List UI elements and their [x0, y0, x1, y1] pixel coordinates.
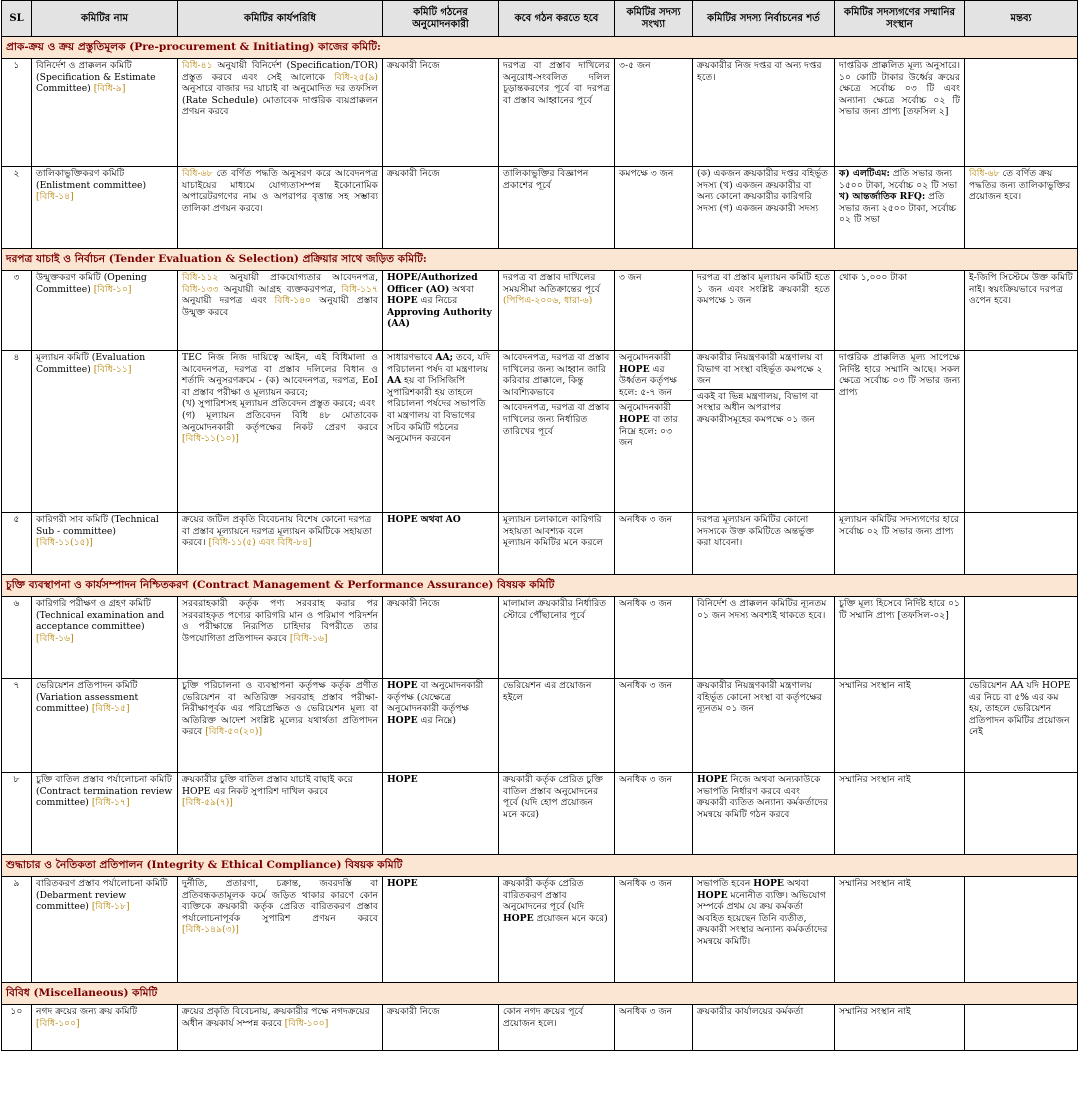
row-sl: ৪ [2, 351, 32, 513]
committee-name: কারিগরী সাব কমিটি (Technical Sub - committee) [36, 514, 159, 537]
row-sl: ১ [2, 59, 32, 167]
row-members: অনধিক ৩ জন [615, 1005, 693, 1051]
committee-name: চুক্তি বাতিল প্রস্তাব পর্যালোচনা কমিটি (Contract termination review committee) [36, 774, 173, 809]
conditions-text: একই বা ভিন্ন মন্ত্রণালয়, বিভাগ বা সংস্থার অধীন অপরাপর ক্রয়কারীসমূহের কমপক্ষে ০১ জন [693, 389, 834, 426]
row-sl: ৯ [2, 877, 32, 983]
row-scope [178, 167, 383, 249]
approver-text: হয় বা সিসিজিপি সুপারিশকারী হয় তাহলে পরিচালনা পর্ষদের সভাপতি বা মন্ত্রণালয় বা বিভাগের সচিব কমিটি গঠনের অনুমোদন করবেন [387, 375, 486, 445]
conditions-text: ক্রয়কারীর নিয়ন্ত্রণকারী মন্ত্রণালয় বা বিভাগ বা সংস্থা বহির্ভূত কমপক্ষে ২ জন [697, 352, 823, 387]
header-when: কবে গঠন করতে হবে [499, 1, 615, 37]
row-approver: HOPE অথবা AO [383, 513, 499, 575]
row-approver: HOPE [383, 773, 499, 855]
scope-text: (খ) সুপারিশসহ মূল্যায়ন প্রতিবেদন প্রস্তুত করবে; এবং [182, 398, 376, 410]
row-conditions: দরপত্র মূল্যায়ন কমিটির কোনো সদস্যকে উক্ত কমিটিতে অন্তর্ভুক্ত করা যাবেনা। [693, 513, 835, 575]
row-approver [383, 271, 499, 351]
row-scope [178, 513, 383, 575]
header-scope: কমিটির কার্যপরিধি [178, 1, 383, 37]
row-honorarium: সম্মানির সংস্থান নাই [835, 773, 965, 855]
rule-reference: [বিধি-১৭] [91, 797, 130, 809]
row-when: ক্রয়কারী কর্তৃক প্রেরিত চুক্তি বাতিল প্রস্তাব অনুমোদনের পূর্বে (যদি হোপ প্রয়োজন মনে করে) [499, 773, 615, 855]
honorarium-text: প্রতি সভার জন্য ২৫০০ টাকা, সর্বোচ্চ ০২ টি সভা [839, 191, 957, 226]
rule-reference: [বিধি-১৬] [36, 632, 74, 644]
row-name [32, 351, 178, 513]
row-remarks [965, 1005, 1078, 1051]
committee-name: তালিকাভুক্তিকরণ কমিটি (Enlistment committee) [36, 168, 147, 191]
table-row [2, 351, 1078, 513]
approver-text: AA; [435, 352, 454, 363]
rule-reference: [বিধি-১৮] [91, 901, 130, 913]
rule-reference: [বিধি-১৪] [36, 191, 74, 203]
row-conditions: (ক) একজন ক্রয়কারীর দপ্তর বহির্ভূত সদস্য (খ) একজন ক্রয়কারীর বা অন্য কোনো ক্রয়কারীর কারিগরি সদস্য (গ) একজন ক্রয়কারী সদস্য [693, 167, 835, 249]
committee-name: ভেরিয়েশন প্রতিপাদন কমিটি (Variation assessment committee) [36, 680, 139, 715]
row-remarks [965, 773, 1078, 855]
conditions-text: মনোনীত ব্যক্তি। অভিযোগ সম্পর্কে প্রথম যে ক্রয় কর্মকর্তা অবহিত হয়েছেন তিনি ব্যতীত, ক্রয়কারী সংস্থার অন্যান্য কর্মকর্তাদের সমন্বয়ে কমিটি। [697, 889, 828, 947]
honorarium-label: খ) আন্তর্জাতিক RFQ: [839, 191, 926, 203]
committee-name: নগদ ক্রয়ের জন্য ক্রয় কমিটি [36, 1006, 138, 1017]
row-honorarium: সম্মানির সংস্থান নাই [835, 1005, 965, 1051]
approver-text: AA [387, 375, 402, 387]
section-title: শুদ্ধাচার ও নৈতিকতা প্রতিপালন (Integrity & Ethical Compliance) বিষয়ক কমিটি [2, 855, 1078, 877]
row-when: ভেরিয়েশন এর প্রয়োজন হইলে [499, 679, 615, 773]
committee-table [1, 0, 1078, 1051]
approver-text: এর নিচের [417, 295, 458, 307]
row-name [32, 271, 178, 351]
row-when [499, 351, 615, 513]
rule-reference: [বিধি-৯] [93, 83, 126, 95]
section-row-miscellaneous [2, 983, 1078, 1005]
row-remarks [965, 877, 1078, 983]
approver-text: সাধারণভাবে [387, 352, 436, 363]
row-conditions [693, 351, 835, 513]
section-row-integrity [2, 855, 1078, 877]
approver-text: HOPE/Authorized Officer (AO) [387, 272, 478, 295]
members-text: বা তার নিম্নে হলে: ০৩ জন [619, 413, 678, 449]
row-sl: ৮ [2, 773, 32, 855]
row-remarks: ই-জিপি সিস্টেমে উক্ত কমিটি নাই। স্বয়ংক্রিয়ভাবে দরপত্র ওপেন হবে। [965, 271, 1078, 351]
section-title: চুক্তি ব্যবস্থাপনা ও কার্যসম্পাদন নিশ্চিতকরণ (Contract Management & Performance Assurance) বিষয়ক কমিটি [2, 575, 1078, 597]
row-honorarium: সম্মানির সংস্থান নাই [835, 679, 965, 773]
rule-reference: বিধি-১১৭ [341, 283, 378, 295]
row-approver: ক্রয়কারী নিজে [383, 1005, 499, 1051]
row-honorarium: থোক ১,০০০ টাকা [835, 271, 965, 351]
row-scope [178, 271, 383, 351]
rule-reference: [বিধি-১৫] [91, 703, 130, 715]
table-row [2, 773, 1078, 855]
conditions-text: অথবা [783, 878, 809, 889]
rule-reference: [বিধি-১১(১৫)] [36, 537, 93, 549]
rule-reference: [বিধি-১১(৫) এবং বিধি-৮৪] [208, 537, 312, 549]
row-sl: ৫ [2, 513, 32, 575]
row-honorarium: দাপ্তরিক প্রাক্কলিত মূল্য অনুসারে। ১০ কোটি টাকার উর্ধ্বের ক্রয়ের ক্ষেত্রে সর্বোচ্চ ০৩ টি এবং অন্যান্য ক্ষেত্রে সর্বোচ্চ ০২ টি সভার জন্য প্রাপ্য [তফসিল ২] [835, 59, 965, 167]
row-members: অনধিক ৩ জন [615, 597, 693, 679]
row-conditions [693, 877, 835, 983]
row-when: মালামাল ক্রয়কারীর নির্ধারিত স্টোরে পৌঁছানোর পূর্বে [499, 597, 615, 679]
rule-reference: বিধি-১৪০ [274, 295, 312, 307]
table-row [2, 167, 1078, 249]
scope-text: দুর্নীতি, প্রতারণা, চক্রান্ত, জবরদস্তি বা প্রতিবন্ধকতামূলক কর্মে জড়িত থাকার কারণে কোন ব্যক্তিকে ক্রয়কারী কর্তৃক প্রেরিত বারিতকরণ প্রস্তাব পর্যালোচনাপূর্বক সুপারিশ প্রণয়ন করবে [182, 878, 378, 924]
row-honorarium: দাপ্তরিক প্রাক্কলিত মূল্য সাপেক্ষে নির্দিষ্ট হারে সম্মানি আছে। সকল ক্ষেত্রে সর্বোচ্চ ০৩ টি সভার জন্য প্রাপ্য [835, 351, 965, 513]
row-scope [178, 1005, 383, 1051]
table-header-row [2, 1, 1078, 37]
scope-text: অনুযায়ী দরপত্র এবং [182, 295, 275, 307]
row-honorarium: চুক্তি মূল্য হিসেবে নির্দিষ্ট হারে ০১ টি সম্মানি প্রাপ্য [তফসিল-০২] [835, 597, 965, 679]
scope-text: অনুযায়ী বিনির্দেশ (Specification/TOR) প্রস্তুত করবে এবং সেই আলোকে [182, 60, 378, 83]
approver-text: HOPE [387, 714, 418, 726]
rule-reference: [বিধি-১০০] [36, 1017, 80, 1029]
table-row [2, 877, 1078, 983]
section-row-evaluation [2, 249, 1078, 271]
rule-reference: [বিধি-১১] [93, 363, 132, 375]
rule-reference: বিধি-১১২ [182, 272, 219, 283]
header-remarks: মন্তব্য [965, 1, 1078, 37]
when-text: HOPE [503, 912, 534, 924]
rule-reference: [বিধি-১৬] [289, 632, 328, 644]
committee-name: কারিগরি পরীক্ষণ ও গ্রহণ কমিটি (Technical examination and acceptance committee) [36, 598, 165, 633]
committee-name: উন্মুক্তকরণ কমিটি (Opening Committee) [36, 272, 147, 295]
section-title: বিবিধ (Miscellaneous) কমিটি [2, 983, 1078, 1005]
row-members: অনধিক ৩ জন [615, 513, 693, 575]
section-title: দরপত্র যাচাই ও নির্বাচন (Tender Evaluation & Selection) প্রক্রিয়ার সাথে জড়িত কমিটি: [2, 249, 1078, 271]
row-remarks: ভেরিয়েশন AA যদি HOPE এর নিচে বা ৫% এর কম হয়, তাহলে ভেরিয়েশন প্রতিপাদন কমিটির প্রয়োজন নেই [965, 679, 1078, 773]
header-members: কমিটির সদস্য সংখ্যা [615, 1, 693, 37]
row-scope [178, 351, 383, 513]
rule-reference: বিধি-৪১ [182, 60, 213, 71]
table-row [2, 679, 1078, 773]
row-members: অনধিক ৩ জন [615, 877, 693, 983]
conditions-text: HOPE [697, 774, 728, 785]
row-sl: ১০ [2, 1005, 32, 1051]
row-honorarium [835, 167, 965, 249]
scope-text: (গ) মূল্যায়ন প্রতিবেদন বিধি ৪৮ মোতাবেক অনুমোদনকারী কর্তৃপক্ষের নিকট প্রেরণ করবে [182, 409, 378, 433]
scope-text: অনুযায়ী প্রাকযোগ্যতার আবেদনপত্র, [218, 272, 378, 283]
approver-text: এর নিম্নে) [417, 714, 456, 726]
row-conditions: ক্রয়কারীর নিয়ন্ত্রণকারী মন্ত্রণালয় বহির্ভূত কোনো সংস্থা বা কর্তৃপক্ষের ন্যূনতম ০১ জন [693, 679, 835, 773]
row-name [32, 1005, 178, 1051]
row-remarks [965, 597, 1078, 679]
when-text: দরপত্র বা প্রস্তাব দাখিলের সময়সীমা অতিক্রান্তের পূর্বে [503, 272, 600, 295]
table-row [2, 59, 1078, 167]
row-name [32, 513, 178, 575]
row-conditions: ক্রয়কারীর নিজ দপ্তর বা অন্য দপ্তর হতে। [693, 59, 835, 167]
rule-reference: (পিপিএ-২০০৬, ধারা-৬) [503, 295, 593, 307]
approver-text: Approving Authority (AA) [387, 306, 492, 330]
when-text: প্রয়োজন মনে করে) [533, 912, 608, 924]
row-members: কমপক্ষে ৩ জন [615, 167, 693, 249]
row-name [32, 167, 178, 249]
committee-name: বারিতকরণ প্রস্তাব পর্যালোচনা কমিটি (Debarment review committee) [36, 878, 168, 913]
row-remarks [965, 351, 1078, 513]
members-text: এর উর্ধ্বতন কর্তৃপক্ষ হলে: ৫-৭ জন [619, 363, 677, 398]
row-approver [383, 351, 499, 513]
scope-text: ক্রয়ের জটিল প্রকৃতি বিবেচনায় বিশেষ কোনো দরপত্র বা প্রস্তাব মূল্যায়নে দরপত্র মূল্যায়ন কমিটিকে সহায়তা করবে। [182, 514, 372, 549]
committee-name: বিনির্দেশ ও প্রাক্কলন কমিটি (Specification & Estimate Committee) [36, 60, 156, 95]
scope-text: ক্রয়কারীর চুক্তি বাতিল প্রস্তাব যাচাই বাছাই করে HOPE এর নিকট সুপারিশ দাখিল করবে [182, 774, 353, 797]
scope-text: অনুসারে বাজার দর যাচাই বা অনুমোদিত দর তফসিল (Rate Schedule) মোতাবেক দাপ্তরিক ব্যয়প্রাক্কলন প্রণয়ন করবে [182, 83, 378, 118]
scope-text: সরবরাহকারী কর্তৃক পণ্য সরবরাহ করার পর সরবরাহকৃত পণ্যের কারিগরি মান ও পরিমাণ পরিদর্শন ও পরীক্ষান্তে নিরূপিত চাহিদার বিপরীতে তার উপযোগিতা প্রতিপাদন করবে [182, 598, 378, 644]
row-when [499, 877, 615, 983]
section-title: প্রাক-ক্রয় ও ক্রয় প্রস্তুতিমূলক (Pre-procurement & Initiating) কাজের কমিটি: [2, 37, 1078, 59]
row-sl: ৩ [2, 271, 32, 351]
row-members [615, 351, 693, 513]
header-name: কমিটির নাম [32, 1, 178, 37]
rule-reference: [বিধি-১০] [93, 283, 132, 295]
row-name [32, 877, 178, 983]
row-conditions: বিনির্দেশ ও প্রাক্কলন কমিটির ন্যূনতম ০১ জন সদস্য অবশ্যই থাকতে হবে। [693, 597, 835, 679]
header-honorarium: কমিটির সদস্যগণের সম্মানির সংস্থান [835, 1, 965, 37]
conditions-text: নিজে অথবা অন্যকাউকে সভাপতি নির্ধারণ করবে এবং ক্রয়কারী ব্যতিত অন্যান্য কর্মকর্তাদের সমন্বয়ে কমিটি গঠন করবে [697, 774, 828, 820]
row-scope [178, 679, 383, 773]
row-members: ৩ জন [615, 271, 693, 351]
row-conditions [693, 773, 835, 855]
row-members: অনধিক ৩ জন [615, 773, 693, 855]
approver-text: বা অনুমোদনকারী কর্তৃপক্ষ (যেক্ষেত্রে অনুমোদনকারী কর্তৃপক্ষ [387, 680, 484, 715]
rule-reference: [বিধি-১১(১০)] [182, 433, 239, 445]
header-conditions: কমিটির সদস্য নির্বাচনের শর্ত [693, 1, 835, 37]
row-sl: ৭ [2, 679, 32, 773]
row-when: কোন নগদ ক্রয়ের পূর্বে প্রয়োজন হলে। [499, 1005, 615, 1051]
row-sl: ৬ [2, 597, 32, 679]
conditions-text: HOPE [697, 889, 728, 901]
row-scope [178, 59, 383, 167]
row-scope [178, 597, 383, 679]
scope-text: চুক্তি পরিচালনা ও ব্যবস্থাপনা কর্তৃপক্ষ কর্তৃক প্রণীত ভেরিয়েশন বা অতিরিক্ত সরবরাহ প্রস্তাব পরীক্ষা-নিরীক্ষাপূর্বক এর পরিপ্রেক্ষিত ও ভেরিয়েশন মূল্য বা অতিরিক্ত আদেশ সংশ্লিষ্ট মূল্যের যথার্থতা প্রতিপাদন করবে [182, 680, 378, 738]
members-text: অনুমোদনকারী [619, 402, 671, 414]
row-conditions: ক্রয়কারীর কার্যালয়ের কর্মকর্তা [693, 1005, 835, 1051]
row-remarks [965, 167, 1078, 249]
members-text: HOPE [619, 413, 650, 425]
members-text: অনুমোদনকারী [619, 352, 671, 363]
row-members: অনধিক ৩ জন [615, 679, 693, 773]
scope-text: তে বর্ণিত পদ্ধতি অনুসরণ করে আবেদনপত্র যাচাইয়ের মাধ্যমে যোগ্যতাসম্পন্ন ইকোনোমিক অপারেটরগণের নাম ও অপরাপর বৃত্তান্ত সহ সম্ভাব্য তালিকা প্রণয়ন করবে। [182, 168, 378, 214]
row-name [32, 59, 178, 167]
section-row-contract-management [2, 575, 1078, 597]
approver-text: HOPE [387, 680, 418, 691]
table-row [2, 597, 1078, 679]
row-approver: ক্রয়কারী নিজে [383, 59, 499, 167]
row-honorarium: সম্মানির সংস্থান নাই [835, 877, 965, 983]
row-members: ৩-৫ জন [615, 59, 693, 167]
when-text: আবেদনপত্র, দরপত্র বা প্রস্তাব দাখিলের জন্য আহ্বান জারি করিবার প্রাক্কালে, কিন্তু আবশ্যিকভাবে [503, 352, 610, 398]
row-name [32, 679, 178, 773]
rule-reference: [বিধি-১৪৯(৩)] [182, 924, 239, 936]
rule-reference: [বিধি-১০০] [284, 1017, 329, 1029]
rule-reference: বিধি-২৫(৯) [334, 71, 378, 83]
row-approver: ক্রয়কারী নিজে [383, 167, 499, 249]
header-approver: কমিটি গঠনের অনুমোদনকারী [383, 1, 499, 37]
header-sl: SL [2, 1, 32, 37]
approver-text: তবে, যদি পরিচালনা পর্ষদ বা মন্ত্রণালয় [387, 352, 491, 375]
scope-text: TEC নিজ নিজ দায়িত্বে আইন, এই বিধিমালা ও আবেদনপত্র, দরপত্র বা প্রস্তাব দলিলের বিধান ও শর্তাদি অনুসরণক্রমে - (ক) আবেদনপত্র, দরপত্র, EoI বা প্রস্তাব পরীক্ষা ও মূল্যায়ন করবে; [182, 352, 378, 398]
row-when [499, 271, 615, 351]
when-text: ক্রয়কারী কর্তৃক প্রেরিত বারিতকরণ প্রস্তাব অনুমোদনের পূর্বে (যদি [503, 878, 585, 913]
row-name [32, 597, 178, 679]
row-sl: ২ [2, 167, 32, 249]
conditions-text: HOPE [753, 878, 784, 889]
committee-name: মূল্যায়ন কমিটি (Evaluation Committee) [36, 352, 146, 375]
row-when: মূল্যায়ন চলাকালে কারিগরি সহায়তা আবশ্যক বলে মূল্যায়ন কমিটির মনে করলে [499, 513, 615, 575]
table-row [2, 271, 1078, 351]
row-name [32, 773, 178, 855]
rule-reference: [বিধি-৫৯(৭)] [182, 797, 233, 809]
scope-text: ক্রয়ের প্রকৃতি বিবেচনায়, ক্রয়কারীর পক্ষে নগদক্রয়ের অধীন ক্রয়কার্য সম্পন্ন করবে [182, 1006, 370, 1029]
row-conditions: দরপত্র বা প্রস্তাব মূল্যায়ন কমিটি হতে ১ জন এবং সংশ্লিষ্ট ক্রয়কারী হতে কমপক্ষে ১ জন [693, 271, 835, 351]
row-remarks [965, 513, 1078, 575]
approver-text: HOPE [387, 295, 418, 307]
approver-text: অথবা [449, 283, 474, 295]
scope-text: অনুযায়ী আগ্রহ ব্যক্তকরণপত্র, [218, 283, 342, 295]
when-text: আবেদনপত্র, দরপত্র বা প্রস্তাব দাখিলের জন্য নির্ধারিত তারিখের পূর্বে [499, 400, 614, 437]
section-row-preprocurement [2, 37, 1078, 59]
row-remarks [965, 59, 1078, 167]
rule-reference: বিধি-৬৮ [182, 168, 213, 179]
row-approver: HOPE [383, 877, 499, 983]
honorarium-text: প্রতি সভার জন্য ১৫০০ টাকা, সর্বোচ্চ ০২ টি সভা [839, 168, 958, 191]
row-when: তালিকাভুক্তির বিজ্ঞাপন প্রকাশের পূর্বে [499, 167, 615, 249]
row-honorarium: মূল্যায়ন কমিটির সদস্যগণের হারে সর্বোচ্চ ০২ টি সভার জন্য প্রাপ্য [835, 513, 965, 575]
row-when: দরপত্র বা প্রস্তাব দাখিলের অনুরোধ-সংবলিত দলিল চূড়ান্তকরণের পূর্বে বা দরপত্র বা প্রস্তাব আহ্বানের পূর্বে [499, 59, 615, 167]
honorarium-label: ক) এলটিএম: [839, 168, 890, 179]
row-scope [178, 877, 383, 983]
rule-reference: [বিধি-৫০(২০)] [205, 726, 263, 738]
rule-reference: বিধি-৬৮ [969, 168, 1000, 179]
conditions-text: সভাপতি হবেন [697, 878, 754, 889]
row-scope [178, 773, 383, 855]
members-text: HOPE [619, 363, 650, 375]
table-row [2, 513, 1078, 575]
rule-reference: বিধি-১৩৩ [182, 283, 219, 295]
committee-table-container [1, 0, 1077, 1051]
row-approver [383, 679, 499, 773]
row-approver: ক্রয়কারী নিজে [383, 597, 499, 679]
table-row [2, 1005, 1078, 1051]
remarks-text: তে বর্ণিত ক্রয় পদ্ধতির জন্য তালিকাভুক্তির প্রয়োজন হবে। [969, 168, 1071, 203]
scope-text: অনুযায়ী প্রস্তাব উন্মুক্ত করবে [182, 295, 379, 318]
